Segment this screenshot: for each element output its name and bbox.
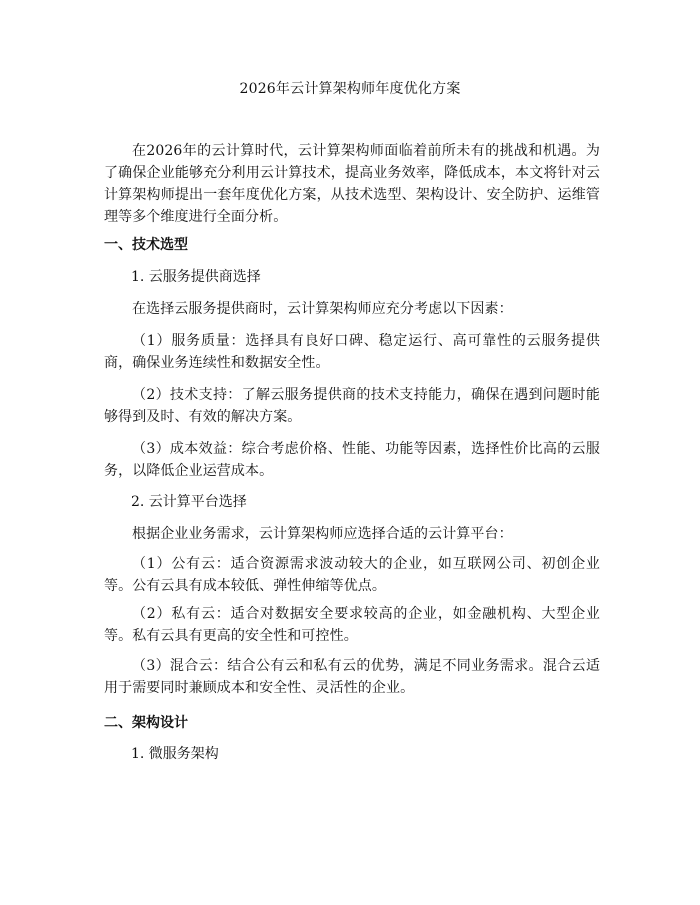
subheading-cloud-platform: 2. 云计算平台选择 (131, 494, 247, 510)
list-item-hybrid-cloud: （3）混合云：结合公有云和私有云的优势，满足不同业务需求。混合云适用于需要同时兼顾成本和安全性、灵活性的企业。 (104, 658, 600, 696)
section-heading-tech-selection: 一、技术选型 (104, 237, 188, 253)
list-item-private-cloud: （2）私有云：适合对数据安全要求较高的企业，如金融机构、大型企业等。私有云具有更高的安全性和可控性。 (104, 606, 600, 644)
subheading-cloud-provider: 1. 云服务提供商选择 (131, 269, 261, 285)
subheading-microservices: 1. 微服务架构 (131, 746, 219, 762)
section-heading-architecture-design: 二、架构设计 (104, 715, 188, 731)
paragraph-platform-lead: 根据企业业务需求，云计算架构师应选择合适的云计算平台： (132, 526, 513, 542)
list-item-cost-benefit: （3）成本效益：综合考虑价格、性能、功能等因素，选择性价比高的云服务，以降低企业运营成本。 (104, 441, 600, 479)
list-item-public-cloud: （1）公有云：适合资源需求波动较大的企业，如互联网公司、初创企业等。公有云具有成本较低、弹性伸缩等优点。 (104, 556, 600, 594)
intro-paragraph: 在2026年的云计算时代，云计算架构师面临着前所未有的挑战和机遇。为了确保企业能够充分利用云计算技术，提高业务效率，降低成本，本文将针对云计算架构师提出一套年度优化方案，从技术选型、架构设计、安全防护、运维管理等多个维度进行全面分析。 (104, 143, 600, 225)
paragraph-provider-lead: 在选择云服务提供商时，云计算架构师应充分考虑以下因素： (132, 301, 513, 317)
document-title: 2026年云计算架构师年度优化方案 (239, 81, 461, 97)
list-item-tech-support: （2）技术支持：了解云服务提供商的技术支持能力，确保在遇到问题时能够得到及时、有效的解决方案。 (104, 387, 600, 425)
list-item-service-quality: （1）服务质量：选择具有良好口碑、稳定运行、高可靠性的云服务提供商，确保业务连续性和数据安全性。 (104, 333, 600, 371)
